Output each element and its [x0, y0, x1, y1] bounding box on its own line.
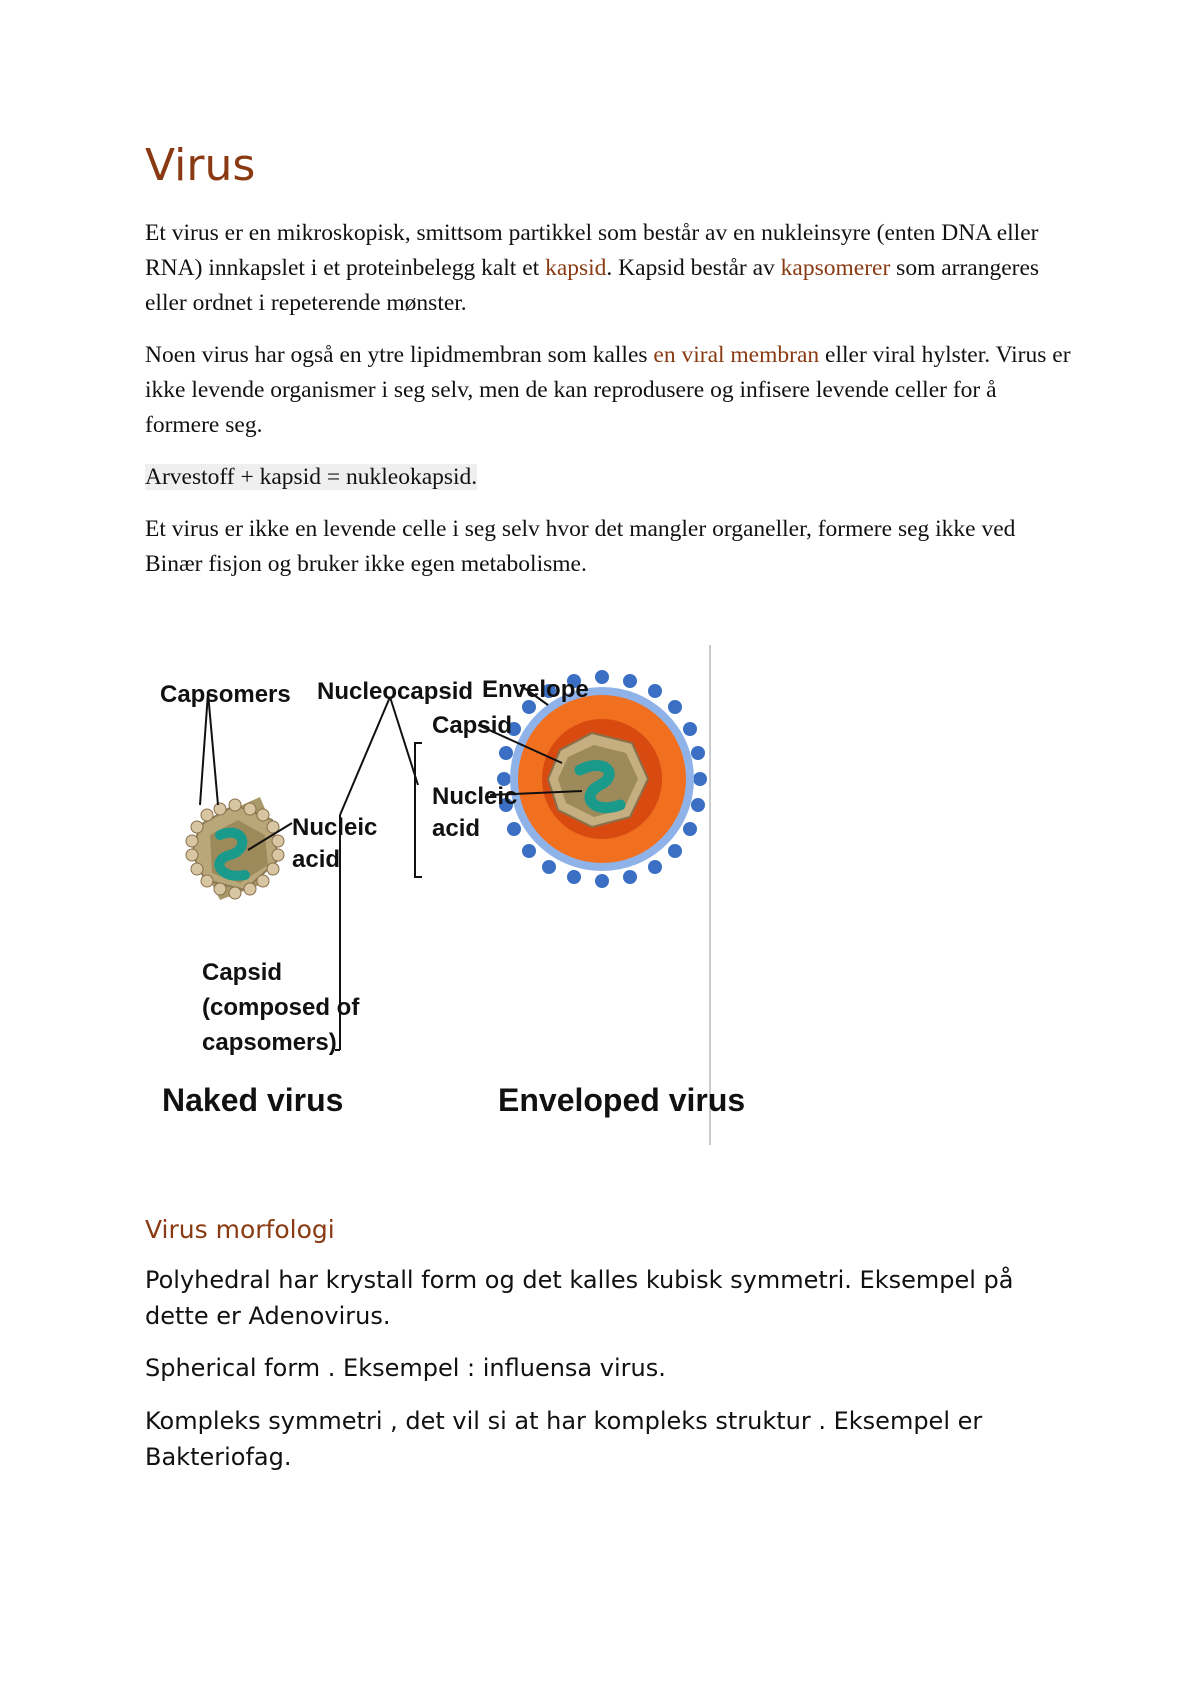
label-capsid: Capsid [432, 712, 513, 739]
paragraph-polyhedral: Polyhedral har krystall form og det kalles kubisk symmetri. Eksempel på dette er Adenovirus. [145, 1266, 1014, 1330]
paragraph-spherical: Spherical form . Eksempel : influensa virus. [145, 1354, 666, 1382]
link-kapsomerer[interactable]: kapsomerer [780, 255, 891, 281]
label-capsomers-paren: capsomers) [202, 1029, 337, 1056]
virus-diagram [160, 645, 746, 1145]
paragraph-not-living: Et virus er ikke en levende celle i seg selv hvor det mangler organeller, formere seg ikke ved Binær fisjon og bruker ikke egen metabolisme. [145, 516, 1016, 577]
label-nucleocapsid: Nucleocapsid [317, 678, 474, 705]
paragraph-intro: Et virus er en mikroskopisk, smittsom partikkel som består av en nukleinsyre (enten DNA eller RNA) innkapslet i et proteinbelegg kalt et kapsid. Kapsid består av kapsomerer som arrangeres eller ordnet i repeterende mønster. [145, 220, 1040, 316]
label-acid-naked: acid [292, 846, 341, 873]
section-title-morfologi: Virus morfologi [145, 1215, 335, 1244]
label-acid-enveloped: acid [432, 815, 481, 842]
label-enveloped-virus: Enveloped virus [498, 1082, 746, 1118]
label-capsid-composed: Capsid [202, 959, 283, 986]
paragraph-kompleks: Kompleks symmetri , det vil si at har kompleks struktur . Eksempel er Bakteriofag. [145, 1407, 983, 1471]
label-capsomers: Capsomers [160, 681, 291, 708]
label-nucleic-enveloped: Nucleic [432, 783, 518, 810]
paragraph-formula: Arvestoff + kapsid = nukleokapsid. [145, 464, 478, 490]
label-nucleic-naked: Nucleic [292, 814, 378, 841]
label-naked-virus: Naked virus [162, 1082, 344, 1118]
paragraph-membrane: Noen virus har også en ytre lipidmembran som kalles en viral membran eller viral hylster. Virus er ikke levende organismer i seg selv, men de kan reprodusere og infisere levende celler for å formere seg. [145, 342, 1071, 438]
page-title: Virus [145, 140, 256, 191]
label-envelope: Envelope [482, 676, 589, 703]
link-kapsid[interactable]: kapsid [545, 255, 607, 281]
naked-virus-illustration [186, 797, 284, 900]
link-viral-membran[interactable]: en viral membran [653, 342, 820, 368]
label-composed-of: (composed of [202, 994, 360, 1021]
